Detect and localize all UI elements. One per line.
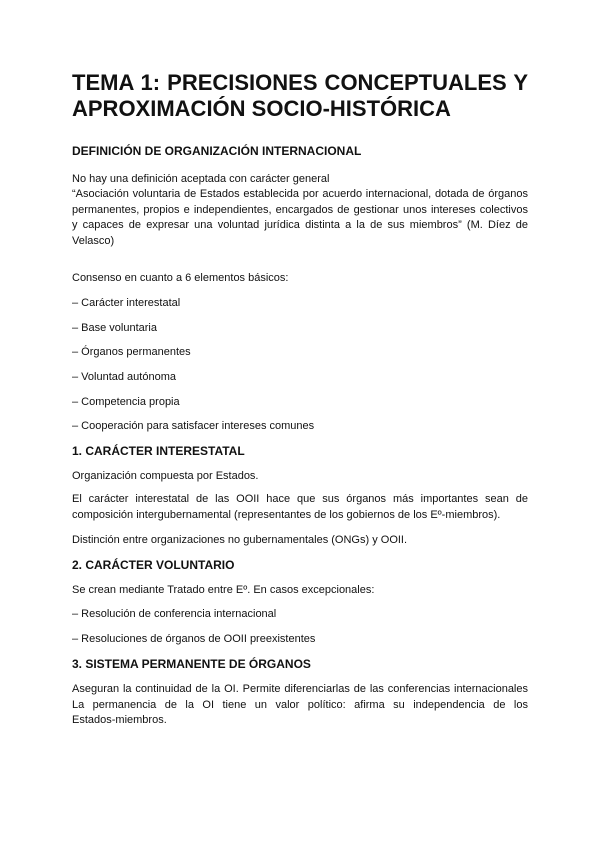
quote-line: “Asociación voluntaria de Estados establecida por acuerdo internacional, dotada de órganos xyxy=(72,188,528,200)
list-item: – Voluntad autónoma xyxy=(72,371,176,383)
title-line-2: APROXIMACIÓN SOCIO-HISTÓRICA xyxy=(72,96,451,121)
list-item: – Competencia propia xyxy=(72,396,180,408)
definicion-quote xyxy=(72,187,528,249)
quote-line: Velasco) xyxy=(72,234,115,247)
quote-line: permanentes, propios e independientes, encargados de gestionar unos intereses colectivos xyxy=(72,203,528,216)
list-item: – Cooperación para satisfacer intereses comunes xyxy=(72,420,315,432)
list-item: – Base voluntaria xyxy=(72,322,157,334)
paragraph-line: El carácter interestatal de las OOII hace que sus órganos más importantes sean de xyxy=(72,493,528,505)
heading-caracter-interestatal: 1. CARÁCTER INTERESTATAL xyxy=(72,444,245,458)
paragraph: Se crean mediante Tratado entre Eº. En casos excepcionales: xyxy=(72,584,375,596)
heading-sistema-permanente: 3. SISTEMA PERMANENTE DE ÓRGANOS xyxy=(72,657,311,671)
paragraph-line: composición intergubernamental (representantes de los gobiernos de los Eº-miembros). xyxy=(72,508,501,521)
paragraph-line: Aseguran la continuidad de la OI. Permite diferenciarlas de las conferencias internacionales xyxy=(72,683,528,695)
paragraph xyxy=(72,492,528,523)
heading-definicion: DEFINICIÓN DE ORGANIZACIÓN INTERNACIONAL xyxy=(72,144,362,158)
heading-caracter-voluntario: 2. CARÁCTER VOLUNTARIO xyxy=(72,558,235,572)
list-item: – Resoluciones de órganos de OOII preexistentes xyxy=(72,633,316,645)
paragraph: Organización compuesta por Estados. xyxy=(72,470,259,482)
paragraph: Distinción entre organizaciones no gubernamentales (ONGs) y OOII. xyxy=(72,534,408,546)
list-item: – Órganos permanentes xyxy=(72,346,191,358)
quote-line: y capaces de expresar una voluntad jurídica distinta a la de sus miembros” (M. Díez de xyxy=(72,219,528,231)
paragraph-line: Estados-miembros. xyxy=(72,714,167,726)
paragraph xyxy=(72,682,528,729)
consenso-intro: Consenso en cuanto a 6 elementos básicos: xyxy=(72,272,289,284)
paragraph-line: La permanencia de la OI tiene un valor político: afirma su independencia de los xyxy=(72,698,528,711)
list-item: – Carácter interestatal xyxy=(72,297,181,309)
title-line-1: TEMA 1: PRECISIONES CONCEPTUALES Y xyxy=(72,70,528,95)
list-item: – Resolución de conferencia internacional xyxy=(72,608,277,620)
page-title xyxy=(72,70,528,122)
definicion-intro: No hay una definición aceptada con carácter general xyxy=(72,173,330,185)
